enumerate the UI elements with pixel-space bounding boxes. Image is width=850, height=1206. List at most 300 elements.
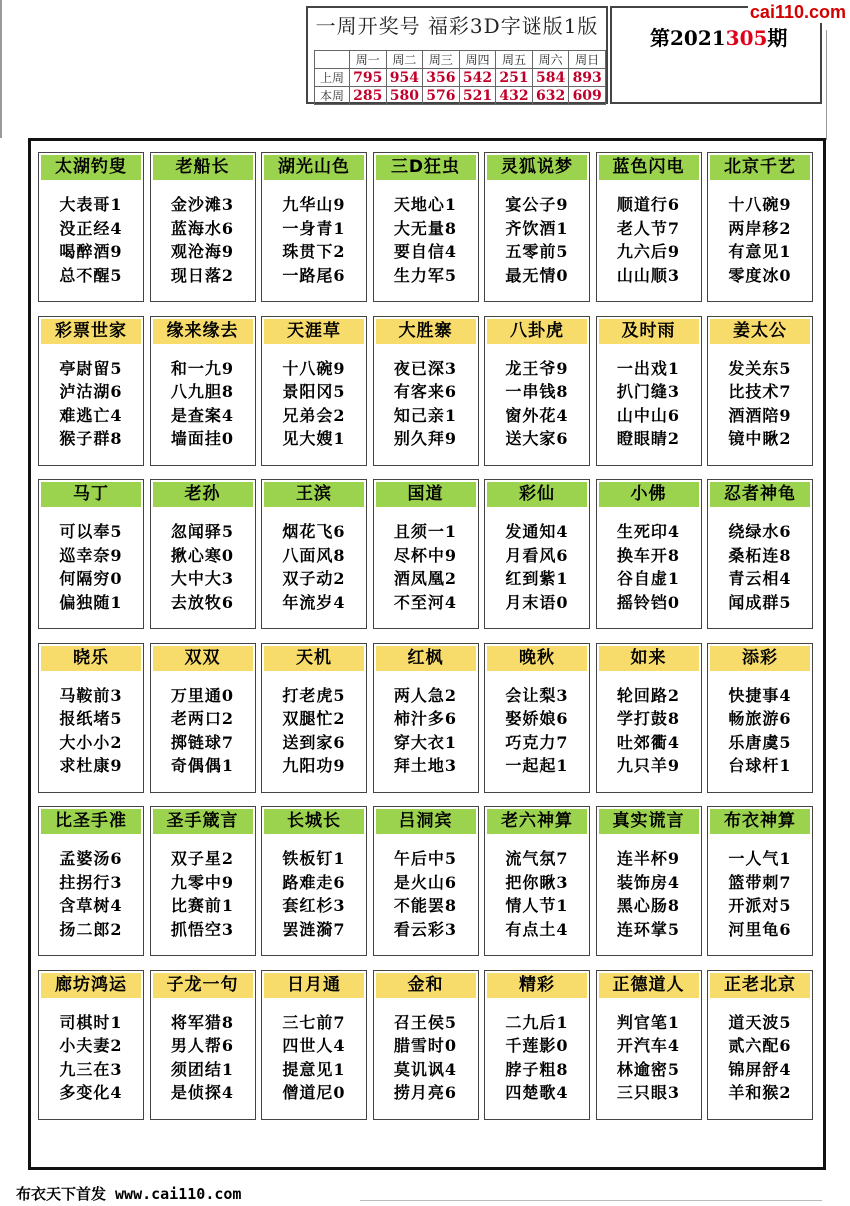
riddle-lines bbox=[597, 520, 701, 614]
riddle-lines bbox=[485, 193, 589, 287]
riddle-line: 青云相4 bbox=[728, 569, 792, 588]
weekly-results-panel bbox=[306, 6, 608, 104]
card-author-name: 彩票世家 bbox=[41, 319, 141, 344]
footer-rule bbox=[360, 1200, 822, 1201]
riddle-lines bbox=[39, 847, 143, 941]
riddle-line: 求杜康9 bbox=[59, 756, 123, 775]
row-label: 本周 bbox=[315, 87, 350, 105]
riddle-line: 含草树4 bbox=[59, 896, 123, 915]
riddle-lines bbox=[485, 847, 589, 941]
riddle-line: 别久拜9 bbox=[393, 429, 458, 448]
issue-prefix: 第2021 bbox=[650, 26, 726, 50]
riddle-card bbox=[484, 643, 590, 793]
riddle-line: 摇铃铛0 bbox=[616, 592, 681, 612]
riddle-card bbox=[707, 643, 813, 793]
panel-title: 一周开奖号 福彩3D字谜版1版 bbox=[315, 14, 599, 38]
riddle-line: 台球杆1 bbox=[728, 756, 792, 775]
riddle-line: 吐郊衢4 bbox=[616, 732, 681, 752]
riddle-line: 一身青1 bbox=[282, 218, 346, 238]
riddle-card bbox=[150, 316, 256, 466]
riddle-line: 万里通0 bbox=[170, 685, 235, 705]
riddle-line: 猴子群8 bbox=[59, 429, 123, 448]
draw-number: 580 bbox=[386, 87, 423, 105]
riddle-card bbox=[484, 806, 590, 956]
riddle-line: 双子动2 bbox=[282, 569, 346, 588]
riddle-line: 一路尾6 bbox=[282, 265, 346, 285]
riddle-line: 酒凤凰2 bbox=[393, 569, 458, 588]
card-author-name: 姜太公 bbox=[710, 319, 810, 344]
card-author-name: 小佛 bbox=[599, 482, 699, 507]
riddle-line: 墙面挂0 bbox=[170, 429, 235, 448]
left-border-line bbox=[0, 0, 2, 138]
riddle-line: 锦屏舒4 bbox=[728, 1059, 792, 1079]
riddle-line: 马鞍前3 bbox=[59, 685, 123, 705]
riddle-card bbox=[596, 806, 702, 956]
card-author-name: 忍者神龟 bbox=[710, 482, 810, 507]
riddle-line: 观沧海9 bbox=[170, 242, 235, 261]
riddle-line: 顺道行6 bbox=[616, 195, 681, 214]
riddle-line: 将军猎8 bbox=[170, 1012, 235, 1032]
riddle-lines bbox=[262, 520, 366, 614]
riddle-line: 发通知4 bbox=[505, 522, 569, 541]
riddle-line: 羊和猴2 bbox=[728, 1083, 792, 1102]
riddle-line: 生死印4 bbox=[616, 522, 681, 541]
card-author-name: 长城长 bbox=[264, 809, 364, 834]
riddle-lines bbox=[597, 847, 701, 941]
riddle-line: 须团结1 bbox=[170, 1059, 235, 1079]
riddle-line: 连半杯9 bbox=[616, 849, 681, 868]
riddle-line: 绕绿水6 bbox=[728, 522, 792, 541]
riddle-lines bbox=[374, 193, 478, 287]
card-author-name: 布衣神算 bbox=[710, 809, 810, 834]
card-author-name: 金和 bbox=[376, 973, 476, 998]
riddle-card bbox=[596, 479, 702, 629]
riddle-line: 拄拐行3 bbox=[59, 872, 123, 892]
riddle-line: 齐饮酒1 bbox=[505, 218, 569, 238]
riddle-line: 一出戏1 bbox=[616, 358, 681, 378]
riddle-line: 八九胆8 bbox=[170, 382, 235, 401]
riddle-line: 去放牧6 bbox=[170, 592, 235, 612]
riddle-line: 贰六配6 bbox=[728, 1036, 792, 1055]
card-author-name: 及时雨 bbox=[599, 319, 699, 344]
riddle-card bbox=[707, 316, 813, 466]
riddle-line: 扬二郎2 bbox=[59, 919, 123, 939]
last-week-row bbox=[315, 69, 606, 87]
day-label: 周六 bbox=[532, 51, 569, 69]
riddle-lines bbox=[262, 357, 366, 451]
day-header-row bbox=[315, 51, 606, 69]
riddle-line: 两人急2 bbox=[393, 685, 458, 705]
riddle-card bbox=[707, 152, 813, 302]
riddle-line: 金沙滩3 bbox=[170, 195, 235, 214]
card-author-name: 太湖钓叟 bbox=[41, 155, 141, 180]
riddle-line: 闻成群5 bbox=[728, 592, 792, 612]
riddle-card bbox=[484, 479, 590, 629]
riddle-line: 开派对5 bbox=[728, 896, 792, 915]
riddle-line: 大表哥1 bbox=[59, 195, 123, 214]
riddle-line: 烟花飞6 bbox=[282, 522, 346, 541]
card-author-name: 老六神算 bbox=[487, 809, 587, 834]
riddle-line: 罢涟漪7 bbox=[282, 919, 346, 939]
card-author-name: 晚秋 bbox=[487, 646, 587, 671]
riddle-line: 没正经4 bbox=[59, 218, 123, 238]
draw-number: 251 bbox=[496, 69, 533, 87]
riddle-line: 总不醒5 bbox=[59, 265, 123, 285]
card-author-name: 马丁 bbox=[41, 482, 141, 507]
riddle-lines bbox=[708, 847, 812, 941]
riddle-line: 是查案4 bbox=[170, 405, 235, 425]
riddle-line: 换车开8 bbox=[616, 545, 681, 565]
riddle-line: 宴公子9 bbox=[505, 195, 569, 214]
riddle-line: 珠贯下2 bbox=[282, 242, 346, 261]
riddle-line: 拜土地3 bbox=[393, 756, 458, 775]
riddle-card bbox=[38, 152, 144, 302]
riddle-line: 学打鼓8 bbox=[616, 709, 681, 728]
riddle-line: 九零中9 bbox=[170, 872, 235, 892]
riddle-line: 龙王爷9 bbox=[505, 358, 569, 378]
riddle-line: 不至河4 bbox=[393, 592, 458, 612]
riddle-lines bbox=[597, 193, 701, 287]
draw-number: 521 bbox=[459, 87, 496, 105]
riddle-line: 捞月亮6 bbox=[393, 1083, 458, 1102]
row-label: 上周 bbox=[315, 69, 350, 87]
riddle-line: 要自信4 bbox=[393, 242, 458, 261]
card-author-name: 湖光山色 bbox=[264, 155, 364, 180]
riddle-line: 孟婆汤6 bbox=[59, 849, 123, 868]
riddle-line: 男人帮6 bbox=[170, 1036, 235, 1055]
riddle-line: 有意见1 bbox=[728, 242, 792, 261]
riddle-line: 僧道尼0 bbox=[282, 1083, 346, 1102]
day-label: 周三 bbox=[423, 51, 460, 69]
card-author-name: 比圣手准 bbox=[41, 809, 141, 834]
riddle-line: 生力军5 bbox=[393, 265, 458, 285]
riddle-line: 抓悟空3 bbox=[170, 919, 235, 939]
riddle-lines bbox=[151, 520, 255, 614]
riddle-line: 是侦探4 bbox=[170, 1083, 235, 1102]
riddle-line: 送大家6 bbox=[505, 429, 569, 448]
card-author-name: 北京千艺 bbox=[710, 155, 810, 180]
riddle-line: 喝醉酒9 bbox=[59, 242, 123, 261]
riddle-card bbox=[596, 316, 702, 466]
riddle-card bbox=[596, 970, 702, 1120]
card-author-name: 八卦虎 bbox=[487, 319, 587, 344]
riddle-line: 十八碗9 bbox=[282, 358, 346, 378]
day-label: 周二 bbox=[386, 51, 423, 69]
riddle-line: 兄弟会2 bbox=[282, 405, 346, 425]
riddle-card bbox=[373, 970, 479, 1120]
card-author-name: 老船长 bbox=[153, 155, 253, 180]
riddle-line: 扒门缝3 bbox=[616, 382, 681, 401]
riddle-line: 有客来6 bbox=[393, 382, 458, 401]
riddle-line: 九华山9 bbox=[282, 195, 346, 214]
riddle-line: 一人气1 bbox=[728, 849, 792, 868]
riddle-line: 巧克力7 bbox=[505, 732, 569, 752]
riddle-line: 打老虎5 bbox=[282, 685, 346, 705]
riddle-line: 奇偶偶1 bbox=[170, 756, 235, 775]
riddle-line: 两岸移2 bbox=[728, 218, 792, 238]
riddle-line: 揪心寒0 bbox=[170, 545, 235, 565]
riddle-line: 一起起1 bbox=[505, 756, 569, 775]
riddle-card bbox=[38, 479, 144, 629]
right-border-line bbox=[826, 30, 827, 140]
riddle-line: 红到紫1 bbox=[505, 569, 569, 588]
riddle-line: 掷链球7 bbox=[170, 732, 235, 752]
riddle-card bbox=[38, 806, 144, 956]
riddle-lines bbox=[151, 684, 255, 778]
card-author-name: 真实谎言 bbox=[599, 809, 699, 834]
riddle-line: 大中大3 bbox=[170, 569, 235, 588]
riddle-line: 莫讥讽4 bbox=[393, 1059, 458, 1079]
card-author-name: 吕洞宾 bbox=[376, 809, 476, 834]
card-author-name: 晓乐 bbox=[41, 646, 141, 671]
riddle-line: 畅旅游6 bbox=[728, 709, 792, 728]
riddle-line: 二九后1 bbox=[505, 1012, 569, 1032]
riddle-line: 送到家6 bbox=[282, 732, 346, 752]
riddle-line: 亭尉留5 bbox=[59, 358, 123, 378]
riddle-lines bbox=[262, 193, 366, 287]
issue-number-highlight: 305 bbox=[725, 26, 768, 50]
riddle-lines bbox=[708, 684, 812, 778]
draw-number: 609 bbox=[569, 87, 606, 105]
riddle-lines bbox=[39, 520, 143, 614]
riddle-line: 十八碗9 bbox=[728, 195, 792, 214]
riddle-lines bbox=[39, 1011, 143, 1105]
card-author-name: 子龙一句 bbox=[153, 973, 253, 998]
riddle-line: 酒酒陪9 bbox=[728, 405, 792, 425]
riddle-line: 午后中5 bbox=[393, 849, 458, 868]
riddle-line: 轮回路2 bbox=[616, 685, 681, 705]
weekly-results-table bbox=[314, 50, 606, 105]
riddle-line: 老两口2 bbox=[170, 709, 235, 728]
riddle-line: 月看风6 bbox=[505, 545, 569, 565]
riddle-line: 脖子粗8 bbox=[505, 1059, 569, 1079]
riddle-lines bbox=[708, 520, 812, 614]
riddle-line: 报纸堵5 bbox=[59, 709, 123, 728]
riddle-line: 千莲影0 bbox=[505, 1036, 569, 1055]
issue-suffix: 期 bbox=[767, 26, 788, 50]
riddle-lines bbox=[485, 1011, 589, 1105]
riddle-card bbox=[38, 643, 144, 793]
riddle-line: 开汽车4 bbox=[616, 1036, 681, 1055]
riddle-lines bbox=[374, 684, 478, 778]
card-author-name: 红枫 bbox=[376, 646, 476, 671]
riddle-line: 把你瞅3 bbox=[505, 872, 569, 892]
riddle-card bbox=[707, 806, 813, 956]
riddle-line: 大小小2 bbox=[59, 732, 123, 752]
riddle-line: 老人节7 bbox=[616, 218, 681, 238]
riddle-line: 连环掌5 bbox=[616, 919, 681, 939]
riddle-line: 月末语0 bbox=[505, 592, 569, 612]
riddle-card bbox=[150, 152, 256, 302]
riddle-card bbox=[484, 970, 590, 1120]
card-author-name: 如来 bbox=[599, 646, 699, 671]
site-watermark: cai110.com bbox=[749, 2, 846, 22]
riddle-lines bbox=[374, 520, 478, 614]
riddle-line: 可以奉5 bbox=[59, 522, 123, 541]
riddle-line: 年流岁4 bbox=[282, 592, 346, 612]
riddle-line: 装饰房4 bbox=[616, 872, 681, 892]
draw-number: 356 bbox=[423, 69, 460, 87]
card-author-name: 廊坊鸿运 bbox=[41, 973, 141, 998]
riddle-line: 情人节1 bbox=[505, 896, 569, 915]
riddle-line: 巡幸奈9 bbox=[59, 545, 123, 565]
riddle-lines bbox=[39, 684, 143, 778]
draw-number: 285 bbox=[350, 87, 387, 105]
riddle-line: 见大嫂1 bbox=[282, 429, 346, 448]
riddle-grid-frame bbox=[28, 138, 826, 1170]
riddle-lines bbox=[151, 193, 255, 287]
card-author-name: 蓝色闪电 bbox=[599, 155, 699, 180]
day-label: 周一 bbox=[350, 51, 387, 69]
riddle-line: 瞪眼睛2 bbox=[616, 429, 681, 448]
riddle-card bbox=[373, 152, 479, 302]
riddle-card bbox=[373, 806, 479, 956]
riddle-card bbox=[38, 970, 144, 1120]
riddle-line: 不能罢8 bbox=[393, 896, 458, 915]
riddle-line: 铁板钉1 bbox=[282, 849, 346, 868]
riddle-line: 比赛前1 bbox=[170, 896, 235, 915]
riddle-card bbox=[484, 316, 590, 466]
draw-number: 584 bbox=[532, 69, 569, 87]
draw-number: 954 bbox=[386, 69, 423, 87]
riddle-line: 且须一1 bbox=[393, 522, 458, 541]
riddle-lines bbox=[485, 684, 589, 778]
riddle-line: 召王侯5 bbox=[393, 1012, 458, 1032]
riddle-line: 镜中瞅2 bbox=[728, 429, 792, 448]
riddle-line: 柿汁多6 bbox=[393, 709, 458, 728]
riddle-card bbox=[261, 316, 367, 466]
riddle-lines bbox=[374, 1011, 478, 1105]
riddle-line: 双腿忙2 bbox=[282, 709, 346, 728]
riddle-card bbox=[150, 479, 256, 629]
riddle-line: 天地心1 bbox=[393, 195, 458, 214]
card-author-name: 日月通 bbox=[264, 973, 364, 998]
riddle-line: 双子星2 bbox=[170, 849, 235, 868]
draw-number: 576 bbox=[423, 87, 460, 105]
riddle-line: 九阳功9 bbox=[282, 756, 346, 775]
footer-text: 布衣天下首发 www.cai110.com bbox=[16, 1185, 242, 1203]
draw-number: 632 bbox=[532, 87, 569, 105]
card-author-name: 正老北京 bbox=[710, 973, 810, 998]
card-author-name: 正德道人 bbox=[599, 973, 699, 998]
riddle-line: 最无情0 bbox=[505, 265, 569, 285]
riddle-line: 何隔穷0 bbox=[59, 569, 123, 588]
riddle-lines bbox=[151, 1011, 255, 1105]
riddle-line: 判官笔1 bbox=[616, 1012, 681, 1032]
riddle-lines bbox=[39, 357, 143, 451]
card-author-name: 灵狐说梦 bbox=[487, 155, 587, 180]
riddle-line: 忽闻驿5 bbox=[170, 522, 235, 541]
riddle-lines bbox=[708, 1011, 812, 1105]
riddle-line: 乐唐虞5 bbox=[728, 732, 792, 752]
riddle-line: 和一九9 bbox=[170, 358, 235, 378]
riddle-line: 套红杉3 bbox=[282, 896, 346, 915]
riddle-lines bbox=[708, 193, 812, 287]
riddle-lines bbox=[374, 357, 478, 451]
riddle-card bbox=[150, 643, 256, 793]
riddle-line: 九六后9 bbox=[616, 242, 681, 261]
riddle-line: 会让梨3 bbox=[505, 685, 569, 705]
card-author-name: 双双 bbox=[153, 646, 253, 671]
riddle-lines bbox=[485, 357, 589, 451]
riddle-lines bbox=[597, 1011, 701, 1105]
card-author-name: 三D狂虫 bbox=[376, 155, 476, 180]
riddle-line: 山中山6 bbox=[616, 405, 681, 425]
riddle-line: 现日落2 bbox=[170, 265, 235, 285]
riddle-line: 窗外花4 bbox=[505, 405, 569, 425]
card-author-name: 缘来缘去 bbox=[153, 319, 253, 344]
draw-number: 893 bbox=[569, 69, 606, 87]
riddle-line: 夜已深3 bbox=[393, 358, 458, 378]
riddle-line: 八面风8 bbox=[282, 545, 346, 565]
riddle-lines bbox=[151, 357, 255, 451]
riddle-line: 零度冰0 bbox=[728, 265, 792, 285]
riddle-card bbox=[38, 316, 144, 466]
card-author-name: 精彩 bbox=[487, 973, 587, 998]
riddle-line: 比技术7 bbox=[728, 382, 792, 401]
issue-number bbox=[650, 22, 787, 51]
riddle-line: 流气氛7 bbox=[505, 849, 569, 868]
riddle-lines bbox=[151, 847, 255, 941]
day-label: 周日 bbox=[569, 51, 606, 69]
card-author-name: 添彩 bbox=[710, 646, 810, 671]
draw-number: 542 bbox=[459, 69, 496, 87]
riddle-line: 偏独随1 bbox=[59, 592, 123, 612]
riddle-line: 景阳冈5 bbox=[282, 382, 346, 401]
riddle-line: 三七前7 bbox=[282, 1012, 346, 1032]
riddle-lines bbox=[485, 520, 589, 614]
riddle-lines bbox=[262, 1011, 366, 1105]
riddle-line: 九三在3 bbox=[59, 1059, 123, 1079]
day-label: 周五 bbox=[496, 51, 533, 69]
draw-number: 795 bbox=[350, 69, 387, 87]
card-author-name: 天机 bbox=[264, 646, 364, 671]
riddle-line: 一串钱8 bbox=[505, 382, 569, 401]
card-author-name: 王滨 bbox=[264, 482, 364, 507]
riddle-line: 快捷事4 bbox=[728, 685, 792, 705]
riddle-line: 是火山6 bbox=[393, 872, 458, 892]
riddle-line: 有点土4 bbox=[505, 919, 569, 939]
riddle-card bbox=[261, 643, 367, 793]
card-author-name: 彩仙 bbox=[487, 482, 587, 507]
riddle-line: 蓝海水6 bbox=[170, 218, 235, 238]
riddle-line: 娶娇娘6 bbox=[505, 709, 569, 728]
riddle-line: 山山顺3 bbox=[616, 265, 681, 285]
day-label: 周四 bbox=[459, 51, 496, 69]
riddle-card bbox=[484, 152, 590, 302]
this-week-row bbox=[315, 87, 606, 105]
card-author-name: 大胜寨 bbox=[376, 319, 476, 344]
riddle-card bbox=[707, 479, 813, 629]
riddle-line: 四楚歌4 bbox=[505, 1083, 569, 1102]
card-author-name: 天涯草 bbox=[264, 319, 364, 344]
riddle-line: 桑柘连8 bbox=[728, 545, 792, 565]
riddle-lines bbox=[597, 357, 701, 451]
riddle-line: 司棋时1 bbox=[59, 1012, 123, 1032]
riddle-line: 穿大衣1 bbox=[393, 732, 458, 752]
riddle-line: 尽杯中9 bbox=[393, 545, 458, 565]
riddle-line: 看云彩3 bbox=[393, 919, 458, 939]
riddle-card bbox=[150, 970, 256, 1120]
riddle-lines bbox=[262, 684, 366, 778]
riddle-line: 九只羊9 bbox=[616, 756, 681, 775]
riddle-lines bbox=[262, 847, 366, 941]
card-author-name: 老孙 bbox=[153, 482, 253, 507]
riddle-lines bbox=[39, 193, 143, 287]
riddle-card bbox=[596, 643, 702, 793]
riddle-line: 泸沽湖6 bbox=[59, 382, 123, 401]
riddle-line: 黑心肠8 bbox=[616, 896, 681, 915]
